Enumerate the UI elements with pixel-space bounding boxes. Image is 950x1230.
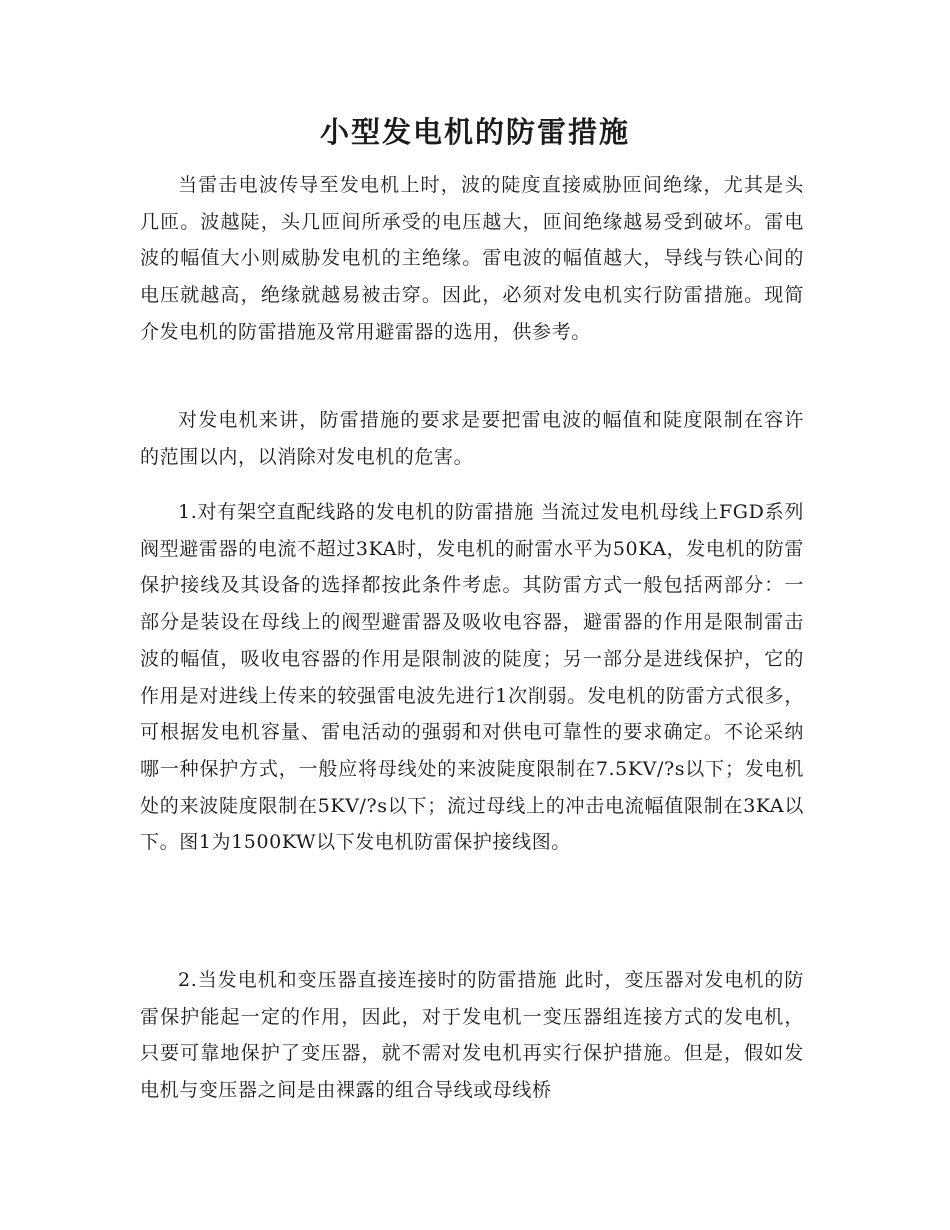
paragraph-intro: 当雷击电波传导至发电机上时，波的陡度直接威胁匝间绝缘，尤其是头几匝。波越陡，头几匝间所承受的电压越大，匝间绝缘越易受到破坏。雷电波的幅值大小则威胁发电机的主绝缘。雷电波的幅值越大，导线与铁心间的电压就越高，绝缘就越易被击穿。因此，必须对发电机实行防雷措施。现简介发电机的防雷措施及常用避雷器的选用，供参考。 (140, 174, 804, 343)
paragraph-section-1: 1.对有架空直配线路的发电机的防雷措施 当流过发电机母线上FGD系列阀型避雷器的电流不超过3KA时，发电机的耐雷水平为50KA，发电机的防雷保护接线及其设备的选择都按此条件考虑。其防雷方式一般包括两部分：一部分是装设在母线上的阀型避雷器及吸收电容器，避雷器的作用是限制雷击波的幅值，吸收电容器的作用是限制波的陡度；另一部分是进线保护，它的作用是对进线上传来的较强雷电波先进行1次削弱。发电机的防雷方式很多，可根据发电机容量、雷电活动的强弱和对供电可靠性的要求确定。不论采纳哪一种保护方式，一般应将母线处的来波陡度限制在7.5KV/?s以下；发电机处的来波陡度限制在5KV/?s以下；流过母线上的冲击电流幅值限制在3KA以下。图1为1500KW以下发电机防雷保护接线图。 (140, 501, 804, 854)
paragraph-section-2: 2.当发电机和变压器直接连接时的防雷措施 此时，变压器对发电机的防雷保护能起一定的作用，因此，对于发电机一变压器组连接方式的发电机，只要可靠地保护了变压器，就不需对发电机再实行保护措施。但是，假如发电机与变压器之间是由裸露的组合导线或母线桥 (140, 969, 804, 1102)
paragraph-requirements: 对发电机来讲，防雷措施的要求是要把雷电波的幅值和陡度限制在容许的范围以内，以消除对发电机的危害。 (140, 409, 804, 468)
document-title: 小型发电机的防雷措施 (319, 115, 630, 149)
